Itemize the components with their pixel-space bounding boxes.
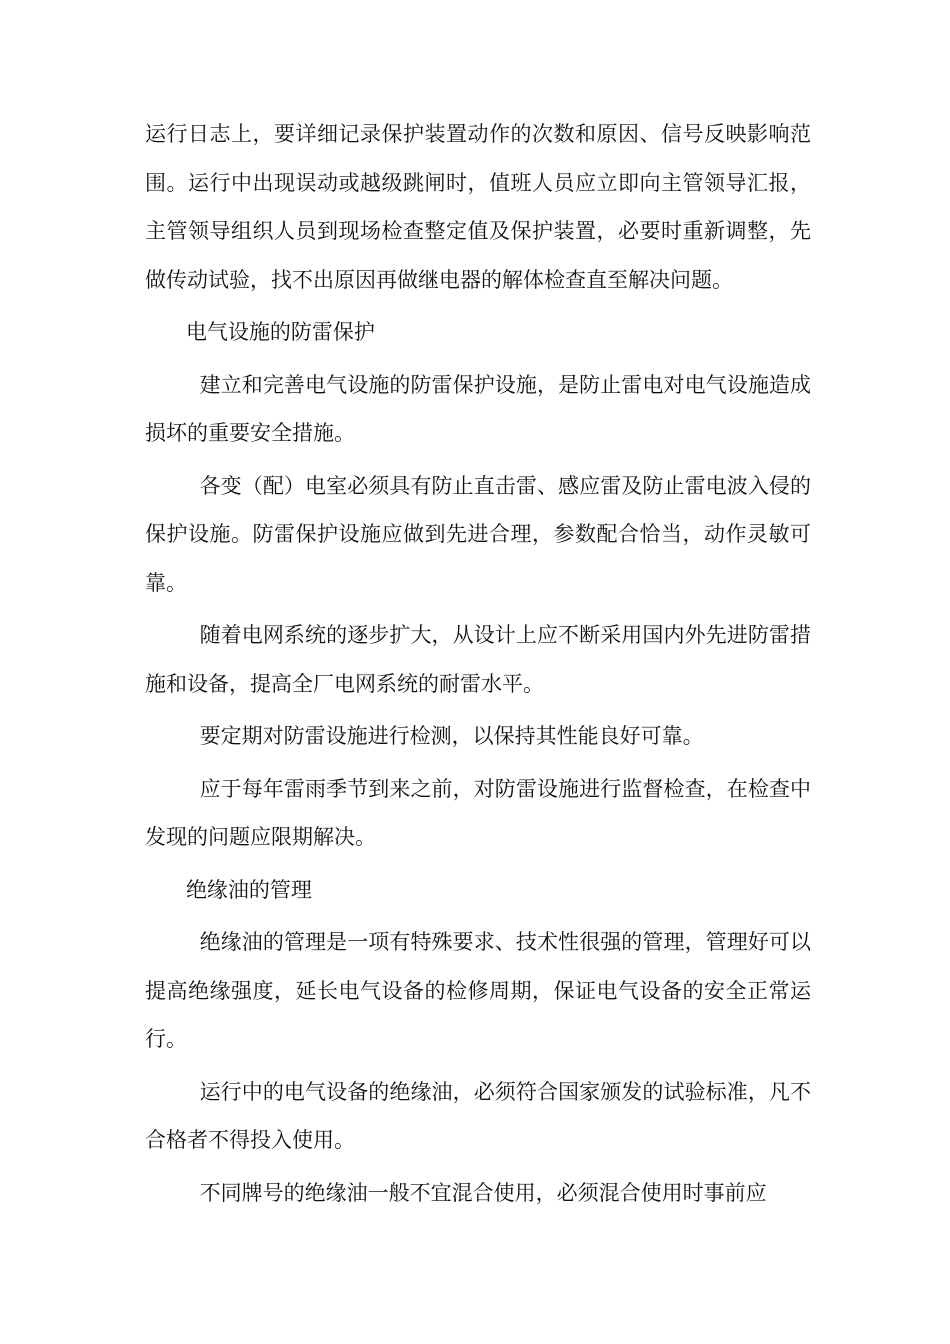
paragraph-seasonal-inspection: 应于每年雷雨季节到来之前，对防雷设施进行监督检查，在检查中发现的问题应限期解决。 xyxy=(145,776,811,849)
paragraph-oil-standards: 运行中的电气设备的绝缘油，必须符合国家颁发的试验标准，凡不合格者不得投入使用。 xyxy=(145,1079,811,1152)
paragraph-grid-expansion: 随着电网系统的逐步扩大，从设计上应不断采用国内外先进防雷措施和设备，提高全厂电网系统的耐雷水平。 xyxy=(145,623,811,696)
paragraph-periodic-testing: 要定期对防雷设施进行检测，以保持其性能良好可靠。 xyxy=(199,724,704,748)
document-body xyxy=(145,110,811,1221)
paragraph-protection-log: 运行日志上，要详细记录保护装置动作的次数和原因、信号反映影响范围。运行中出现误动或越级跳闸时，值班人员应立即向主管领导汇报，主管领导组织人员到现场检查整定值及保护装置，必要时重新调整，先做传动试验，找不出原因再做继电器的解体检查直至解决问题。 xyxy=(145,122,811,292)
paragraph-oil-management: 绝缘油的管理是一项有特殊要求、技术性很强的管理，管理好可以提高绝缘强度，延长电气设备的检修周期，保证电气设备的安全正常运行。 xyxy=(145,930,811,1051)
paragraph-lightning-importance: 建立和完善电气设施的防雷保护设施，是防止雷电对电气设施造成损坏的重要安全措施。 xyxy=(145,372,811,445)
section-heading-lightning-protection: 电气设施的防雷保护 xyxy=(185,320,375,344)
section-heading-insulating-oil: 绝缘油的管理 xyxy=(185,877,312,902)
paragraph-substation-protection: 各变（配）电室必须具有防止直击雷、感应雷及防止雷电波入侵的保护设施。防雷保护设施应做到先进合理，参数配合恰当，动作灵敏可靠。 xyxy=(145,473,811,595)
paragraph-oil-mixing: 不同牌号的绝缘油一般不宜混合使用，必须混合使用时事前应 xyxy=(199,1180,767,1205)
